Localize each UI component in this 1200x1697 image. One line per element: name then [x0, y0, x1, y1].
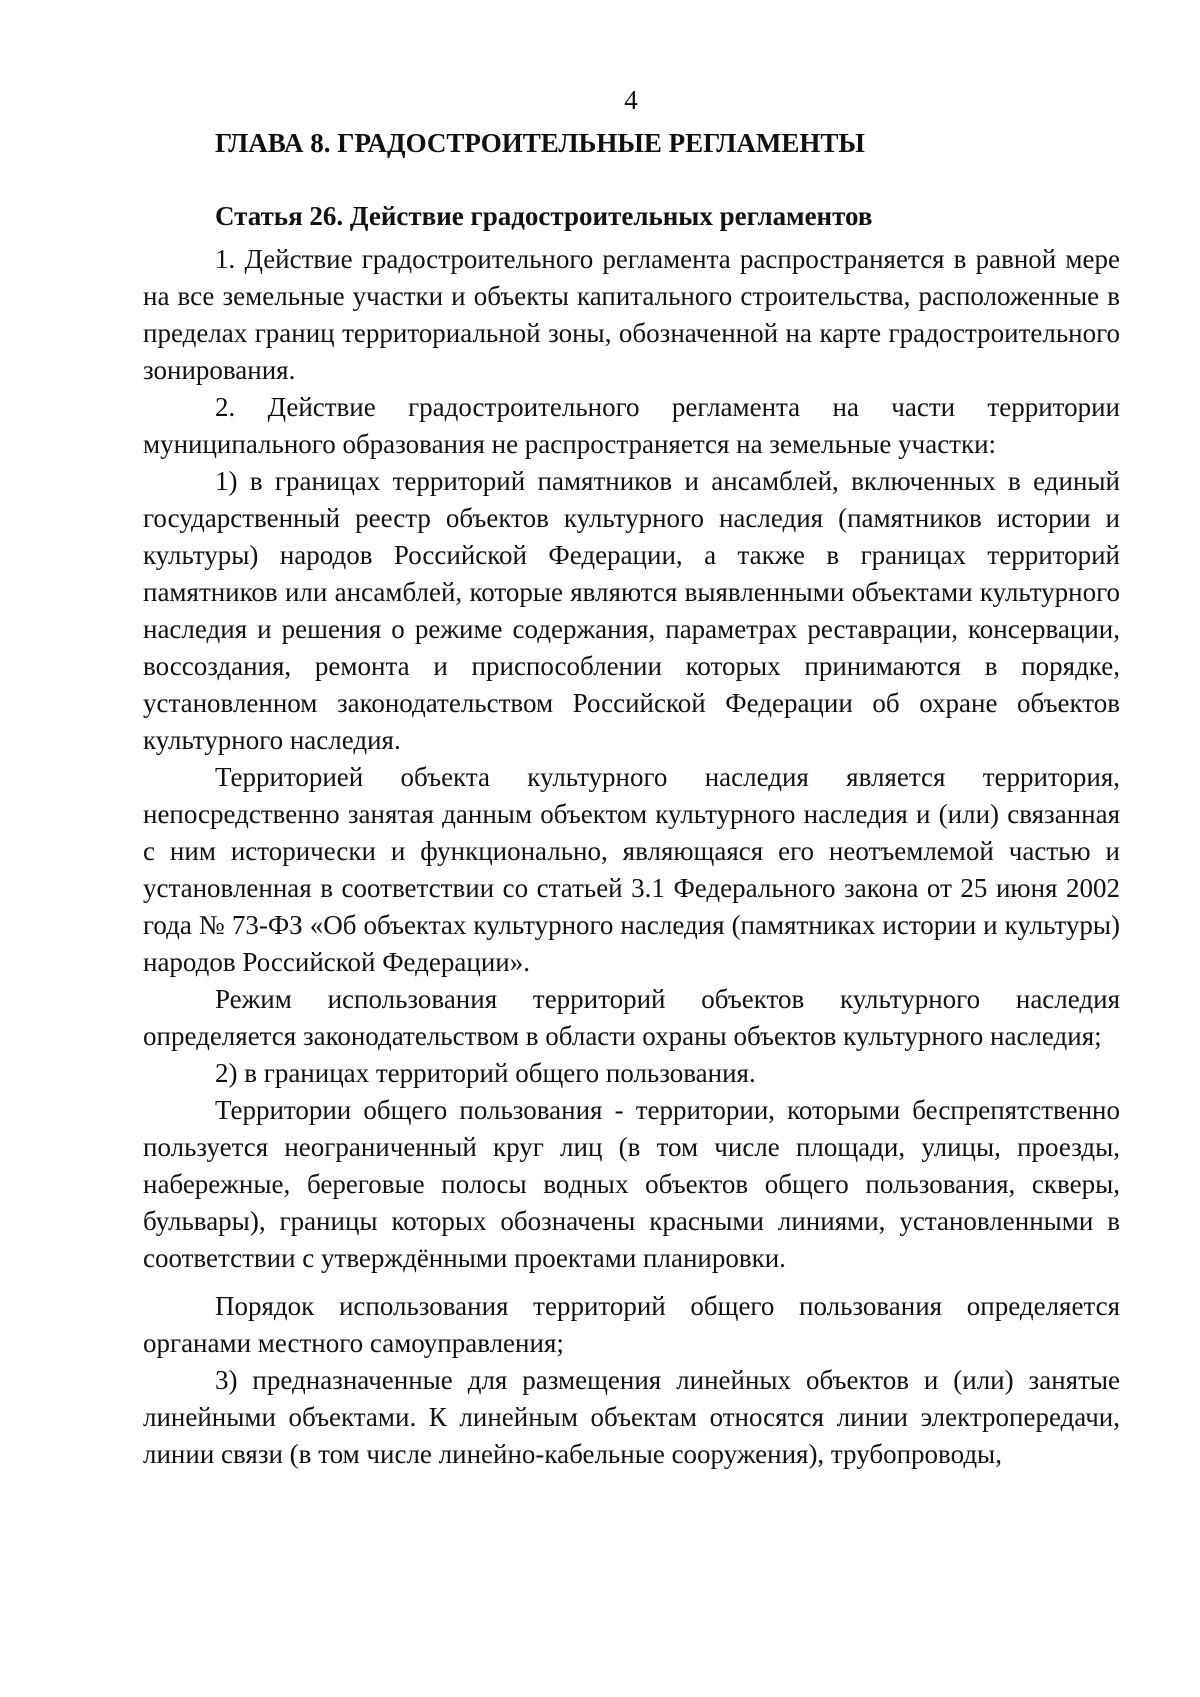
paragraph-5: Режим использования территорий объектов культурного наследия определяется законодательством в области охраны объектов культурного наследия; — [143, 984, 1120, 1051]
paragraph-8: Порядок использования территорий общего пользования определяется органами местного самоуправления; — [143, 1291, 1120, 1358]
chapter-title: ГЛАВА 8. ГРАДОСТРОИТЕЛЬНЫЕ РЕГЛАМЕНТЫ — [215, 128, 865, 158]
page-number: 4 — [624, 85, 638, 115]
paragraph-3: 1) в границах территорий памятников и ансамблей, включенных в единый государственный реестр объектов культурного наследия (памятников истории и культуры) народов Российской Федерации, а также в границах территорий памятников или ансамблей, которые являются выявленными объектами культурного наследия и решения о режиме содержания, параметрах реставрации, консервации, воссоздания, ремонта и приспособлении которых принимаются в порядке, установленном законодательством Российской Федерации об охране объектов культурного наследия. — [143, 466, 1120, 755]
paragraph-7: Территории общего пользования - территории, которыми беспрепятственно пользуется неограниченный круг лиц (в том числе площади, улицы, проезды, набережные, береговые полосы водных объектов общего пользования, скверы, бульвары), границы которых обозначены красными линиями, установленными в соответствии с утверждёнными проектами планировки. — [143, 1095, 1120, 1273]
paragraph-2: 2. Действие градостроительного регламента на части территории муниципального образования не распространяется на земельные участки: — [143, 392, 1120, 459]
document-body — [143, 241, 1120, 1473]
paragraph-9: 3) предназначенные для размещения линейных объектов и (или) занятые линейными объектами. К линейным объектам относятся линии электропередачи, линии связи (в том числе линейно-кабельные сооружения), трубопроводы, — [143, 1365, 1120, 1469]
article-title: Статья 26. Действие градостроительных регламентов — [215, 201, 873, 231]
paragraph-1: 1. Действие градостроительного регламента распространяется в равной мере на все земельные участки и объекты капитального строительства, расположенные в пределах границ территориальной зоны, обозначенной на карте градостроительного зонирования. — [143, 244, 1120, 385]
paragraph-6: 2) в границах территорий общего пользования. — [215, 1058, 756, 1088]
paragraph-4: Территорией объекта культурного наследия является территория, непосредственно занятая данным объектом культурного наследия и (или) связанная с ним исторически и функционально, являющаяся его неотъемлемой частью и установленная в соответствии со статьей 3.1 Федерального закона от 25 июня 2002 года № 73-ФЗ «Об объектах культурного наследия (памятниках истории и культуры) народов Российской Федерации». — [143, 762, 1120, 977]
